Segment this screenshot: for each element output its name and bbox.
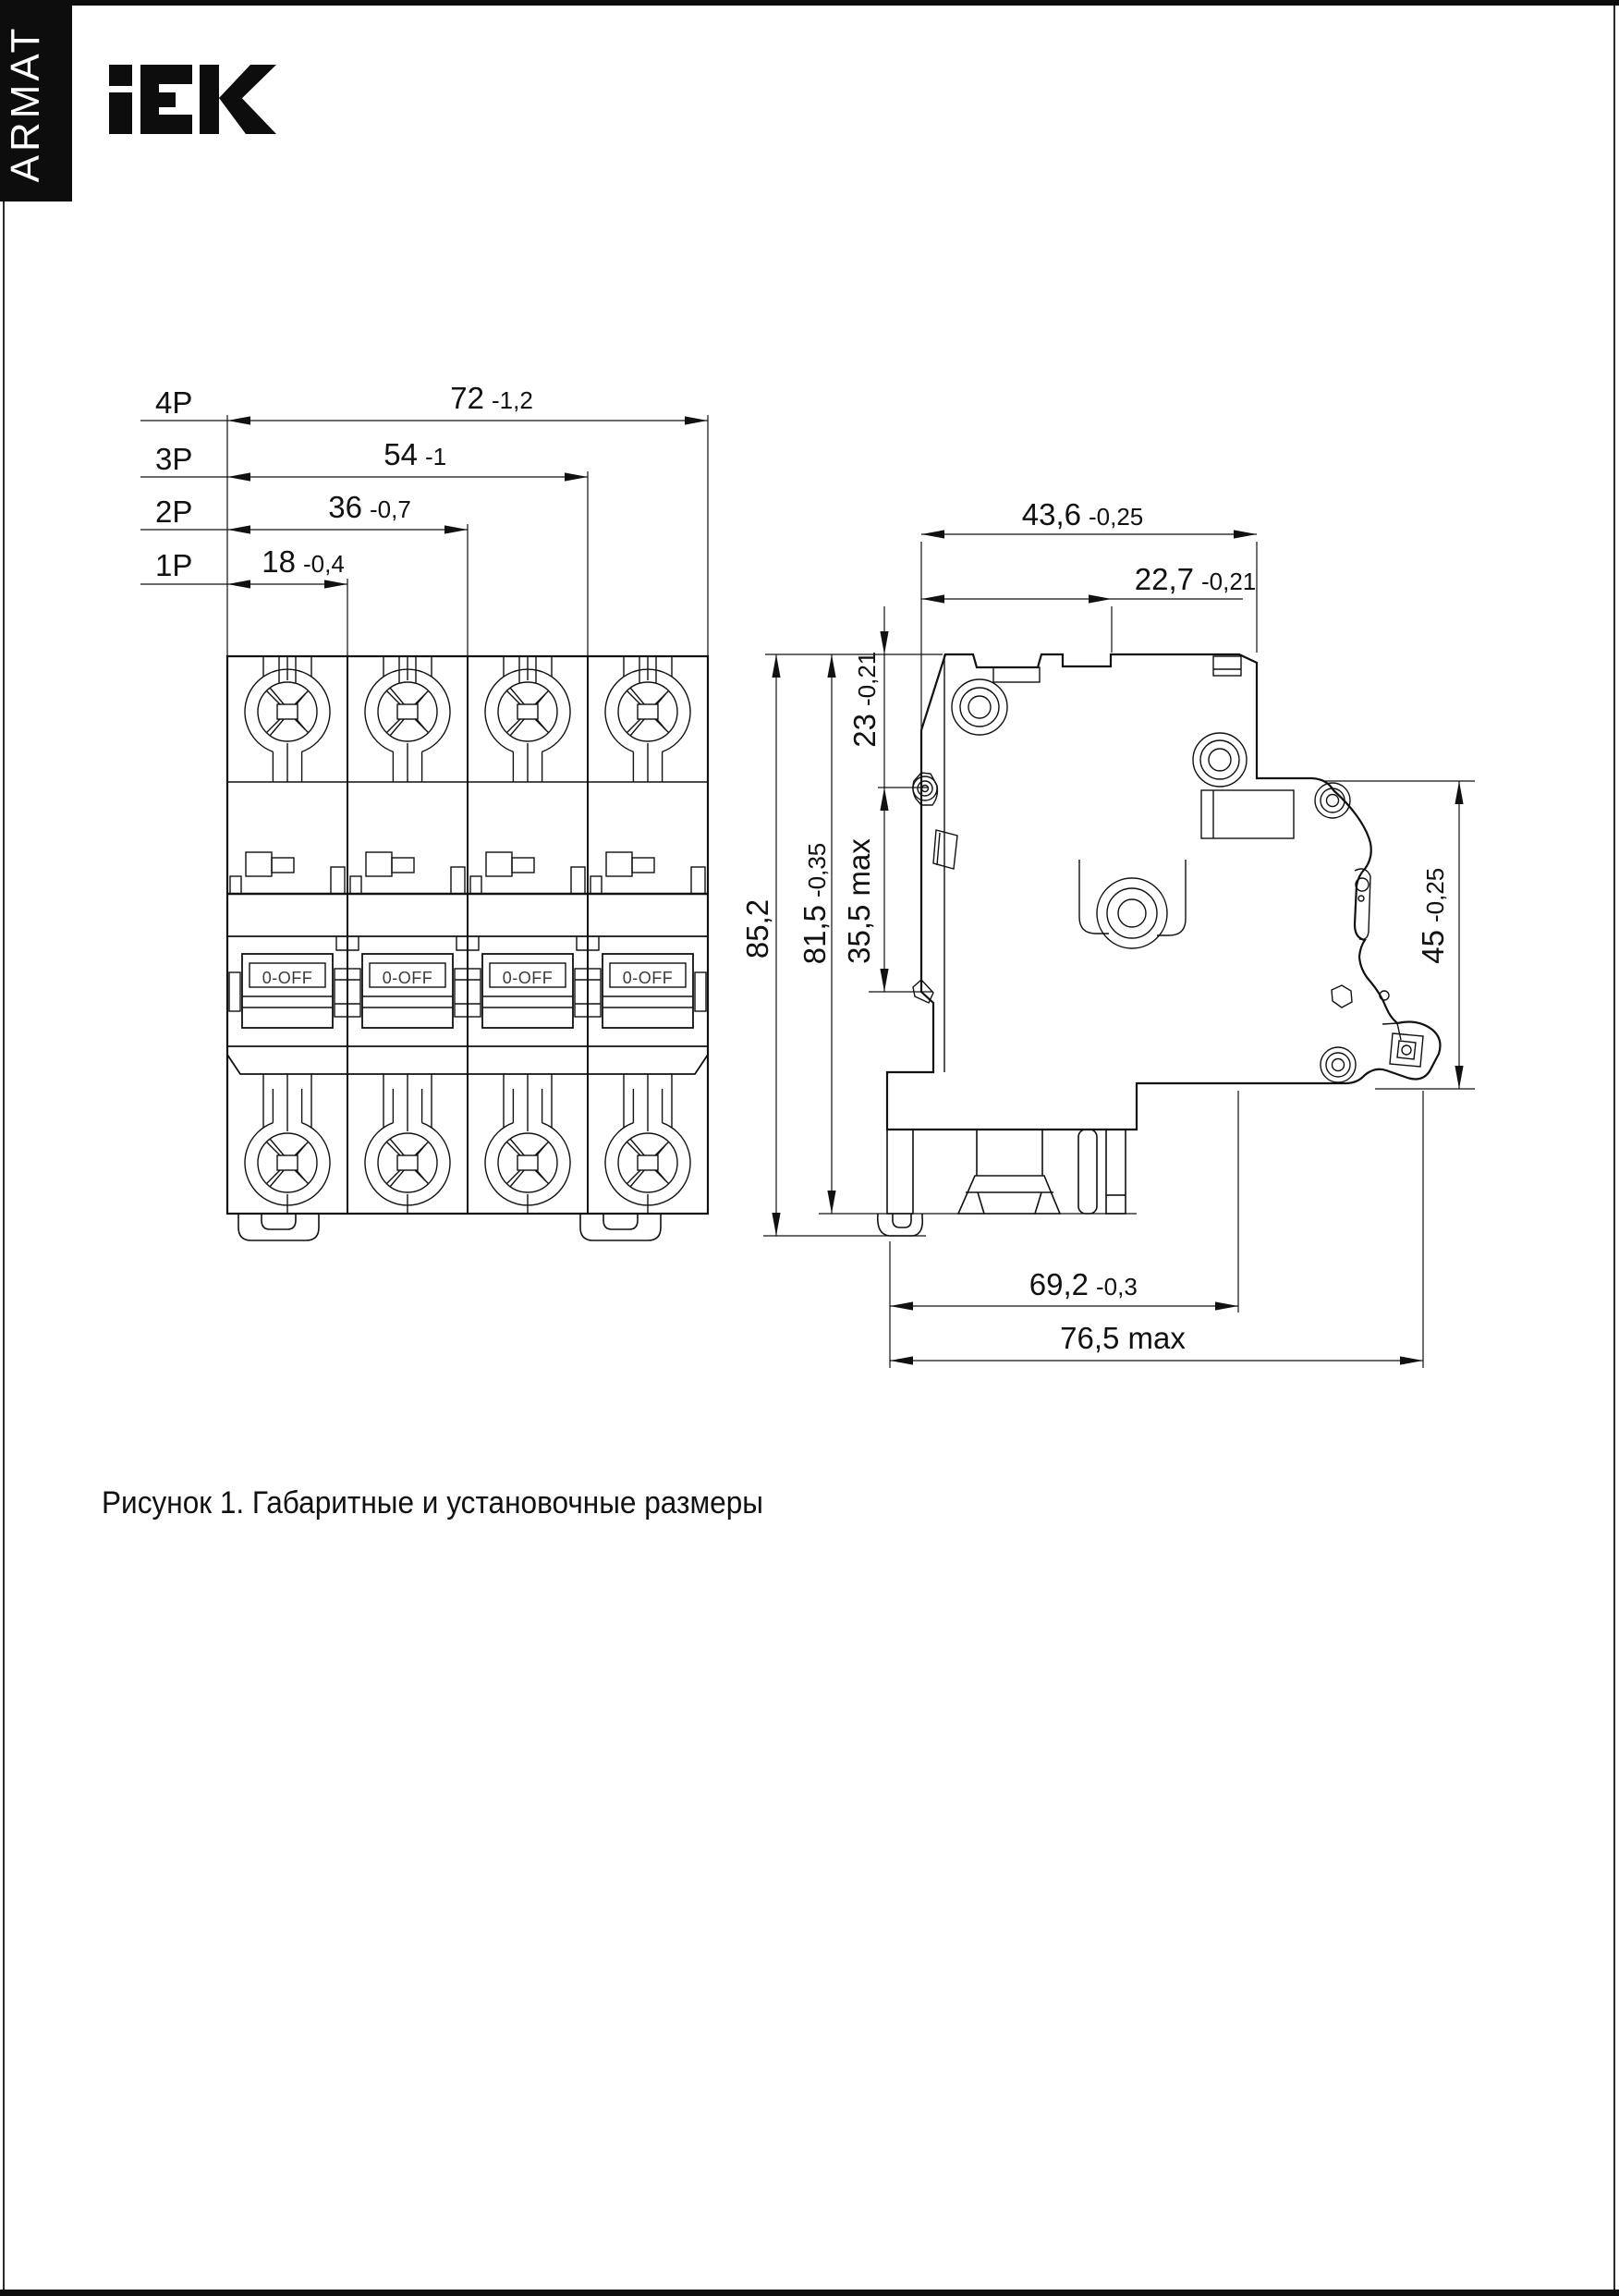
dim-54-value: 54: [383, 437, 418, 471]
mount-foot-right: [580, 1214, 661, 1240]
dim-72-value: 72: [450, 381, 484, 415]
din-seat-details: [878, 1130, 1126, 1236]
switch-label-4: 0-OFF: [622, 969, 674, 987]
side-front-details: [913, 654, 1241, 1072]
dim-overall-width-value: 43,6: [1021, 497, 1081, 531]
pole-label-3p: 3P: [155, 442, 193, 476]
dim-36-tol: -0,7: [370, 495, 411, 523]
left-border: [3, 6, 5, 2290]
front-view: [227, 656, 708, 1240]
release-latch: [1355, 869, 1370, 939]
front-dimensions: [140, 415, 708, 656]
dim-mount-depth-value: 69,2: [1029, 1267, 1089, 1301]
dim-din-rail-value: 45: [1416, 930, 1450, 964]
pole-label-2p: 2P: [155, 495, 193, 529]
top-border: [0, 0, 1619, 6]
iek-logo: [109, 65, 276, 134]
dim-front-width-tol: -0,21: [1201, 568, 1257, 595]
mount-foot-left: [238, 1214, 319, 1240]
side-view: [878, 654, 1441, 1236]
hex-hole: [1332, 985, 1352, 1008]
figure-caption: Рисунок 1. Габаритные и установочные размеры: [102, 1485, 763, 1520]
series-label: ARMAT: [3, 24, 48, 183]
pole-label-1p: 1P: [155, 548, 193, 582]
dim-handle-offset-value: 23: [847, 714, 882, 748]
right-border: [1613, 6, 1615, 2290]
dim-18-value: 18: [262, 544, 296, 579]
side-body-outline: [887, 654, 1440, 1130]
dim-body-height-value: 81,5: [797, 905, 832, 965]
dim-total-height-value: 85,2: [740, 898, 774, 959]
series-tab: [0, 0, 72, 202]
front-dimension-labels: [155, 381, 533, 582]
clip-pad: [1390, 1033, 1423, 1067]
bottom-border: [0, 2290, 1619, 2296]
switch-label-1: 0-OFF: [262, 969, 313, 987]
dim-din-rail-tol: -0,25: [1421, 867, 1449, 922]
dim-front-width-value: 22,7: [1134, 562, 1194, 596]
side-internal-details: [952, 679, 1423, 1082]
dim-handle-offset-tol: -0,21: [853, 651, 881, 706]
switch-label-3: 0-OFF: [502, 969, 554, 987]
dim-54-tol: -1: [425, 443, 447, 470]
dim-18-tol: -0,4: [303, 550, 345, 578]
dim-front-projection-value: 35,5 max: [842, 838, 876, 964]
dim-36-value: 36: [328, 490, 362, 524]
dim-overall-width-tol: -0,25: [1089, 503, 1144, 531]
dim-72-tol: -1,2: [492, 386, 533, 414]
dim-body-height-tol: -0,35: [803, 842, 831, 898]
pole-label-4p: 4P: [155, 385, 193, 420]
switch-label-2: 0-OFF: [382, 969, 433, 987]
side-dimension-labels: [740, 497, 1450, 1355]
dim-total-depth-value: 76,5 max: [1060, 1321, 1186, 1355]
dim-mount-depth-tol: -0,3: [1096, 1273, 1138, 1301]
